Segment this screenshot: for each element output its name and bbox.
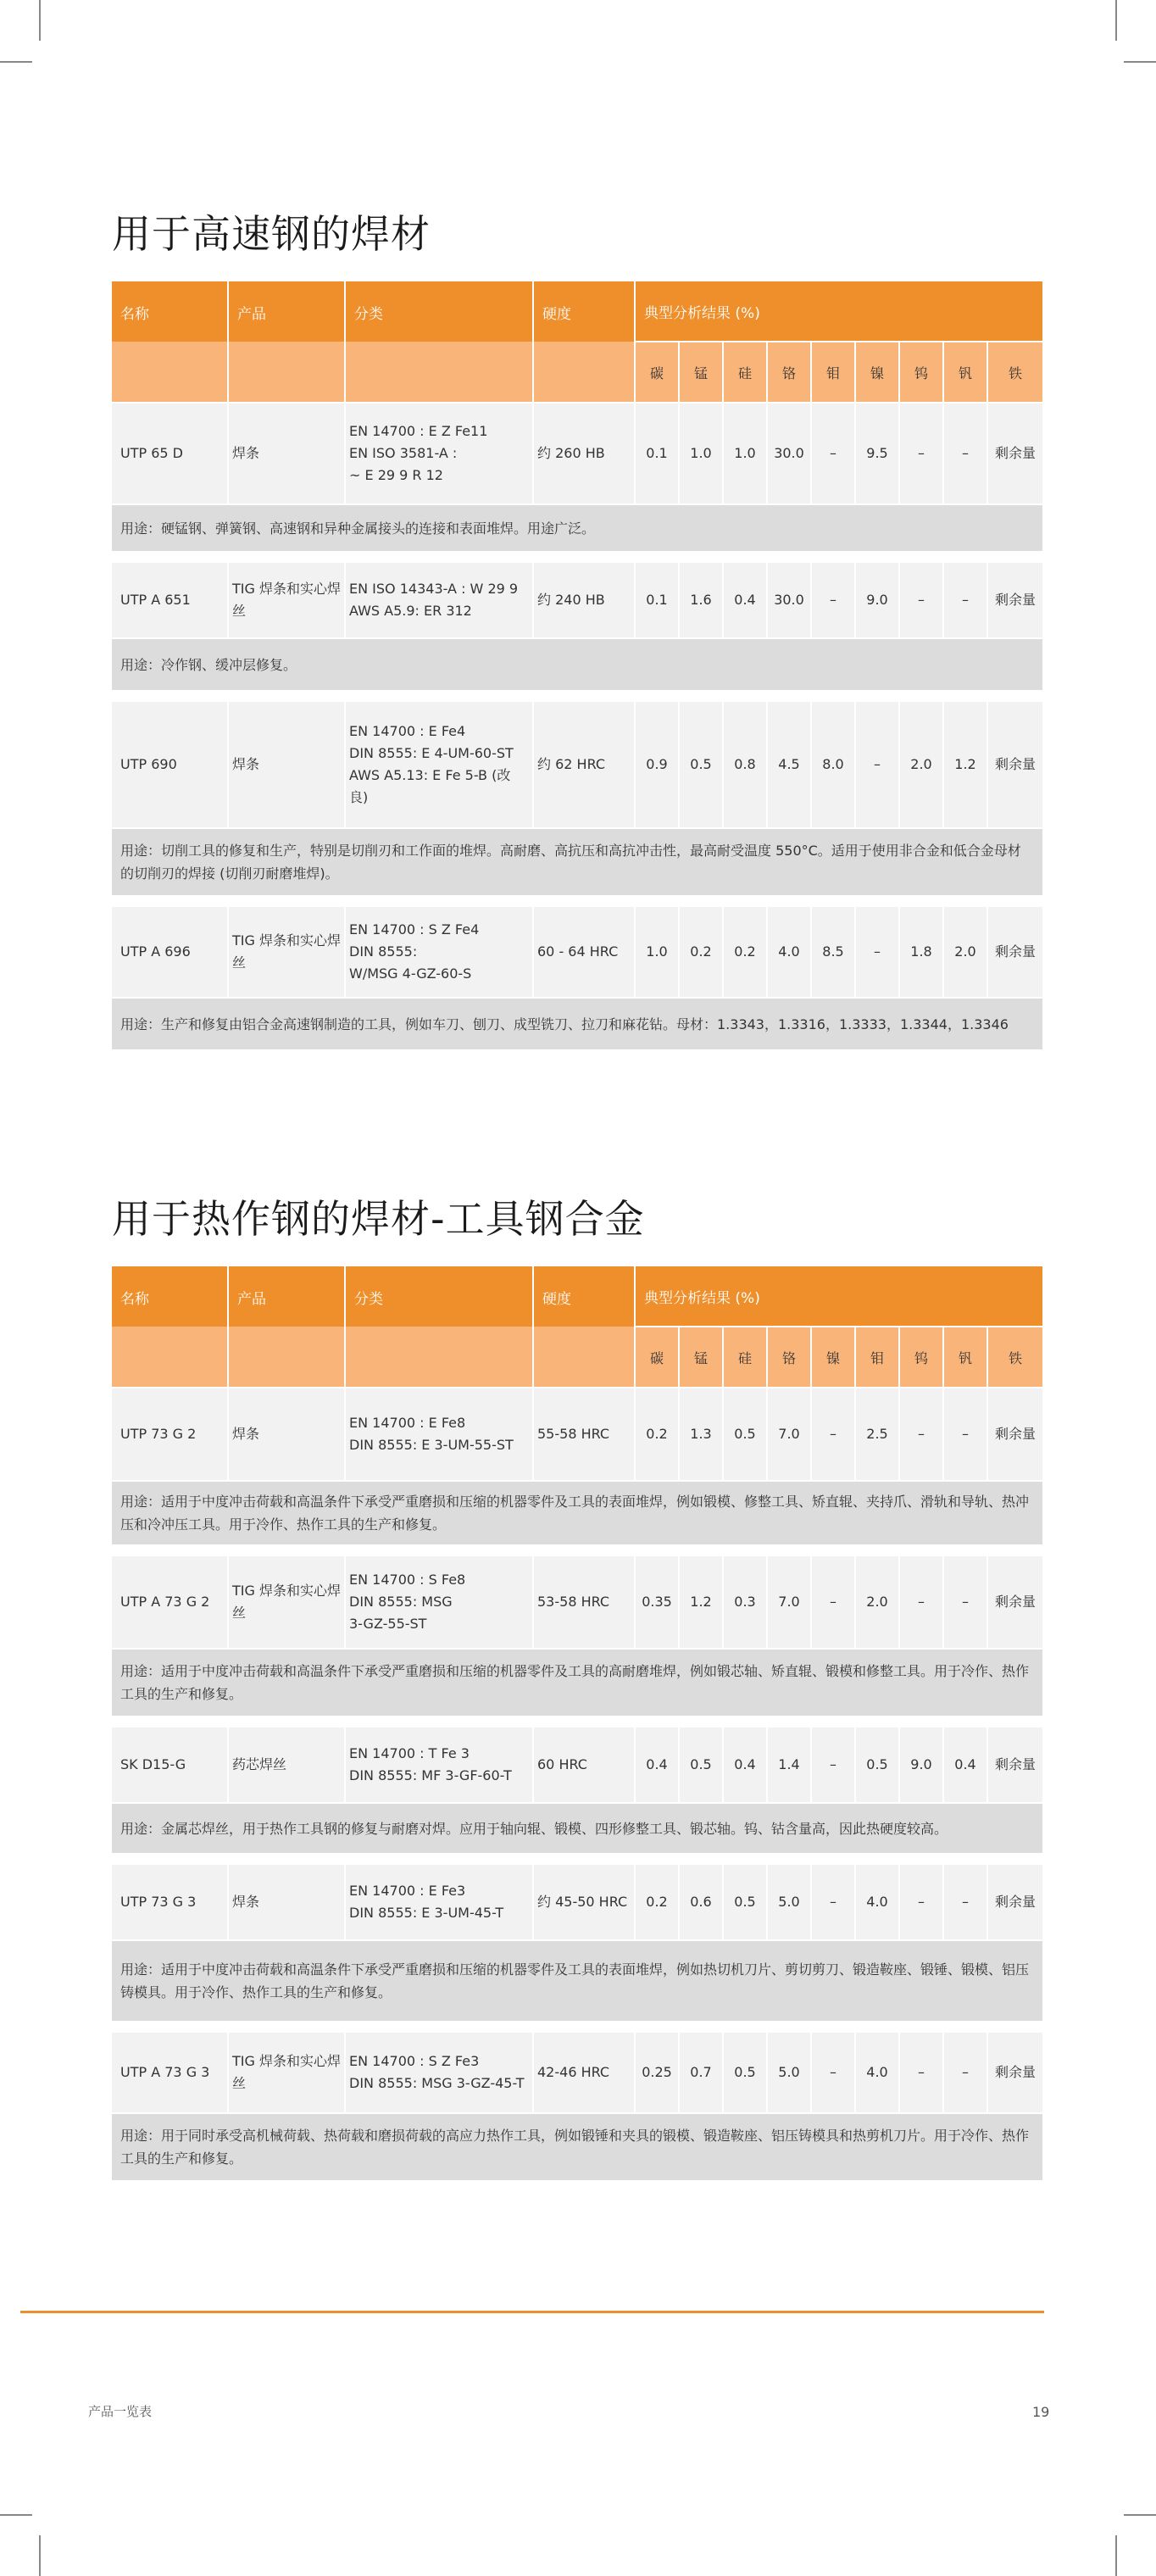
spacer-cell	[112, 1855, 1044, 1865]
product-type: 焊条	[229, 1388, 346, 1482]
analysis-value: 1.3	[680, 1388, 724, 1482]
usage-row	[112, 829, 1044, 897]
analysis-value: –	[812, 1556, 856, 1650]
hardness-value: 约 62 HRC	[534, 702, 636, 829]
usage-row	[112, 639, 1044, 692]
analysis-value: –	[944, 2033, 988, 2114]
analysis-value: 1.6	[680, 563, 724, 639]
product-name: UTP A 73 G 2	[112, 1556, 229, 1650]
analysis-value: 剩余量	[988, 1865, 1044, 1941]
analysis-value: –	[900, 1388, 944, 1482]
spacer-cell	[112, 692, 1044, 702]
classification	[346, 1556, 534, 1650]
analysis-value: 1.2	[680, 1556, 724, 1650]
analysis-value: –	[812, 1388, 856, 1482]
analysis-value: –	[900, 2033, 944, 2114]
analysis-value: 剩余量	[988, 1728, 1044, 1804]
hardness-value: 42-46 HRC	[534, 2033, 636, 2114]
product-type: 药芯焊丝	[229, 1728, 346, 1804]
table-header-row	[112, 1266, 1044, 1327]
element-header: 碳	[636, 342, 680, 403]
classification-line: DIN 8555: E 3-UM-55-ST	[349, 1437, 514, 1453]
analysis-value: –	[900, 403, 944, 505]
col-header-analysis: 典型分析结果 (%)	[636, 1266, 1044, 1327]
product-name: UTP A 696	[112, 907, 229, 999]
classification-line: EN 14700 : S Fe8	[349, 1572, 466, 1588]
element-header: 钼	[812, 342, 856, 403]
table-row	[112, 1728, 1044, 1804]
table-row	[112, 1556, 1044, 1650]
col-header-classification: 分类	[346, 281, 534, 403]
usage-text: 用途：适用于中度冲击荷载和高温条件下承受严重磨损和压缩的机器零件及工具的高耐磨堆焊，例如锻芯轴、矫直辊、锻模和修整工具。用于冷作、热作工具的生产和修复。	[112, 1650, 1044, 1717]
analysis-value: 1.0	[636, 907, 680, 999]
usage-row	[112, 1941, 1044, 2022]
usage-text: 用途：用于同时承受高机械荷载、热荷载和磨损荷载的高应力热作工具，例如锻锤和夹具的锻模、锻造鞍座、铝压铸模具和热剪机刀片。用于冷作、热作工具的生产和修复。	[112, 2114, 1044, 2182]
classification-line: EN ISO 14343-A : W 29 9	[349, 581, 519, 597]
analysis-value: 0.5	[724, 1388, 768, 1482]
analysis-value: 0.1	[636, 563, 680, 639]
analysis-value: –	[812, 1728, 856, 1804]
product-type: TIG 焊条和实心焊丝	[229, 1556, 346, 1650]
analysis-value: 30.0	[768, 403, 812, 505]
analysis-value: 剩余量	[988, 1556, 1044, 1650]
crop-mark	[1115, 2535, 1117, 2576]
col-header-hardness: 硬度	[534, 281, 636, 403]
hardness-value: 60 HRC	[534, 1728, 636, 1804]
analysis-value: 剩余量	[988, 702, 1044, 829]
analysis-value: –	[944, 1865, 988, 1941]
analysis-value: 1.0	[680, 403, 724, 505]
usage-text: 用途：切削工具的修复和生产，特别是切削刃和工作面的堆焊。高耐磨、高抗压和高抗冲击性，最高耐受温度 550°C。适用于使用非合金和低合金母材的切削刃的焊接 (切削刃耐磨堆焊)。	[112, 829, 1044, 897]
classification-line: EN 14700 : S Z Fe4	[349, 921, 480, 937]
analysis-value: 0.9	[636, 702, 680, 829]
analysis-value: 0.35	[636, 1556, 680, 1650]
analysis-value: 0.6	[680, 1865, 724, 1941]
product-name: UTP A 651	[112, 563, 229, 639]
analysis-value: –	[856, 702, 900, 829]
table-row	[112, 1865, 1044, 1941]
table-row	[112, 1388, 1044, 1482]
page-number: 19	[1032, 2404, 1050, 2420]
usage-row	[112, 2114, 1044, 2182]
classification-line: DIN 8555: E 3-UM-45-T	[349, 1905, 504, 1921]
usage-row	[112, 1650, 1044, 1717]
element-header: 铁	[988, 1327, 1044, 1388]
col-header-product: 产品	[229, 1266, 346, 1388]
usage-text: 用途：生产和修复由铝合金高速钢制造的工具，例如车刀、刨刀、成型铣刀、拉刀和麻花钻。母材：1.3343，1.3316，1.3333，1.3344，1.3346	[112, 999, 1044, 1051]
spacer-cell	[112, 2022, 1044, 2033]
analysis-value: 0.5	[680, 702, 724, 829]
col-header-product: 产品	[229, 281, 346, 403]
classification-line: DIN 8555: MF 3-GF-60-T	[349, 1767, 512, 1783]
analysis-value: 剩余量	[988, 403, 1044, 505]
analysis-value: 9.0	[900, 1728, 944, 1804]
analysis-value: 2.5	[856, 1388, 900, 1482]
product-name: UTP 65 D	[112, 403, 229, 505]
analysis-value: 4.0	[856, 1865, 900, 1941]
analysis-value: 7.0	[768, 1388, 812, 1482]
section-title-hot-work-steel: 用于热作钢的焊材-工具钢合金	[112, 1196, 645, 1242]
element-header: 钨	[900, 342, 944, 403]
hardness-value: 53-58 HRC	[534, 1556, 636, 1650]
hardness-value: 约 260 HB	[534, 403, 636, 505]
element-header: 硅	[724, 342, 768, 403]
analysis-value: 8.0	[812, 702, 856, 829]
analysis-value: 0.7	[680, 2033, 724, 2114]
crop-mark	[1115, 0, 1117, 41]
high-speed-steel-table	[112, 281, 1044, 1051]
element-header: 钼	[856, 1327, 900, 1388]
hardness-value: 约 45-50 HRC	[534, 1865, 636, 1941]
crop-mark	[1124, 2514, 1156, 2516]
classification-line: DIN 8555: MSG	[349, 1594, 453, 1610]
analysis-value: –	[944, 563, 988, 639]
usage-row	[112, 505, 1044, 553]
spacer-cell	[112, 897, 1044, 907]
analysis-value: –	[944, 403, 988, 505]
analysis-value: 0.2	[724, 907, 768, 999]
element-header: 碳	[636, 1327, 680, 1388]
analysis-value: 4.0	[768, 907, 812, 999]
usage-text: 用途：金属芯焊丝，用于热作工具钢的修复与耐磨对焊。应用于轴向辊、锻模、四形修整工具、锻芯轴。钨、钴含量高，因此热硬度较高。	[112, 1804, 1044, 1855]
hardness-value: 60 - 64 HRC	[534, 907, 636, 999]
analysis-value: –	[856, 907, 900, 999]
analysis-value: 0.2	[636, 1865, 680, 1941]
element-header: 锰	[680, 1327, 724, 1388]
product-type: TIG 焊条和实心焊丝	[229, 2033, 346, 2114]
row-spacer	[112, 1717, 1044, 1728]
analysis-value: –	[900, 1865, 944, 1941]
table-row	[112, 403, 1044, 505]
analysis-value: 1.4	[768, 1728, 812, 1804]
element-header: 铬	[768, 342, 812, 403]
analysis-value: 9.5	[856, 403, 900, 505]
spacer-cell	[112, 1717, 1044, 1728]
analysis-value: 8.5	[812, 907, 856, 999]
row-spacer	[112, 1546, 1044, 1556]
usage-row	[112, 1804, 1044, 1855]
analysis-value: 0.4	[944, 1728, 988, 1804]
analysis-value: 1.0	[724, 403, 768, 505]
usage-row	[112, 1482, 1044, 1546]
analysis-value: 0.4	[636, 1728, 680, 1804]
product-name: UTP 73 G 2	[112, 1388, 229, 1482]
analysis-value: 0.5	[856, 1728, 900, 1804]
product-type: 焊条	[229, 403, 346, 505]
analysis-value: 1.2	[944, 702, 988, 829]
analysis-value: –	[900, 563, 944, 639]
analysis-value: 4.0	[856, 2033, 900, 2114]
classification-line: EN ISO 3581-A :	[349, 445, 458, 461]
product-name: UTP 73 G 3	[112, 1865, 229, 1941]
usage-text: 用途：硬锰钢、弹簧钢、高速钢和异种金属接头的连接和表面堆焊。用途广泛。	[112, 505, 1044, 553]
classification	[346, 907, 534, 999]
spacer-cell	[112, 553, 1044, 563]
table-row	[112, 563, 1044, 639]
usage-text: 用途：适用于中度冲击荷载和高温条件下承受严重磨损和压缩的机器零件及工具的表面堆焊，例如热切机刀片、剪切剪刀、锻造鞍座、锻锤、锻模、铝压铸模具。用于冷作、热作工具的生产和修复。	[112, 1941, 1044, 2022]
analysis-value: –	[812, 403, 856, 505]
col-header-analysis: 典型分析结果 (%)	[636, 281, 1044, 342]
classification-line: DIN 8555:	[349, 943, 418, 960]
analysis-value: 0.5	[724, 1865, 768, 1941]
analysis-value: 剩余量	[988, 1388, 1044, 1482]
analysis-value: 0.2	[636, 1388, 680, 1482]
analysis-value: 0.8	[724, 702, 768, 829]
analysis-value: 2.0	[900, 702, 944, 829]
product-type: TIG 焊条和实心焊丝	[229, 907, 346, 999]
classification-line: EN 14700 : S Z Fe3	[349, 2053, 480, 2069]
analysis-value: –	[944, 1556, 988, 1650]
col-header-name: 名称	[112, 281, 229, 403]
col-header-name: 名称	[112, 1266, 229, 1388]
analysis-value: 1.8	[900, 907, 944, 999]
row-spacer	[112, 692, 1044, 702]
analysis-value: 2.0	[856, 1556, 900, 1650]
analysis-value: 4.5	[768, 702, 812, 829]
element-header: 钒	[944, 342, 988, 403]
crop-mark	[0, 61, 32, 63]
usage-text: 用途：冷作钢、缓冲层修复。	[112, 639, 1044, 692]
analysis-value: –	[812, 1865, 856, 1941]
analysis-value: 2.0	[944, 907, 988, 999]
element-header: 铬	[768, 1327, 812, 1388]
footer-label: 产品一览表	[88, 2404, 153, 2419]
classification	[346, 403, 534, 505]
footer-divider	[20, 2311, 1044, 2313]
col-header-classification: 分类	[346, 1266, 534, 1388]
hot-work-steel-table	[112, 1266, 1044, 2182]
classification	[346, 1728, 534, 1804]
element-header: 钨	[900, 1327, 944, 1388]
table-row	[112, 2033, 1044, 2114]
hardness-value: 约 240 HB	[534, 563, 636, 639]
element-header: 铁	[988, 342, 1044, 403]
classification-line: DIN 8555: E 4-UM-60-ST	[349, 745, 514, 761]
section-title-high-speed-steel: 用于高速钢的焊材	[112, 211, 431, 257]
analysis-value: 9.0	[856, 563, 900, 639]
analysis-value: 30.0	[768, 563, 812, 639]
row-spacer	[112, 553, 1044, 563]
classification-line: EN 14700 : E Z Fe11	[349, 423, 488, 439]
analysis-value: 0.5	[680, 1728, 724, 1804]
analysis-value: 0.3	[724, 1556, 768, 1650]
element-header: 锰	[680, 342, 724, 403]
analysis-value: 0.4	[724, 1728, 768, 1804]
crop-mark	[1124, 61, 1156, 63]
analysis-value: –	[900, 1556, 944, 1650]
classification-line: EN 14700 : E Fe4	[349, 723, 466, 739]
row-spacer	[112, 1855, 1044, 1865]
classification-line: W/MSG 4-GZ-60-S	[349, 965, 472, 982]
analysis-value: 5.0	[768, 1865, 812, 1941]
product-type: TIG 焊条和实心焊丝	[229, 563, 346, 639]
element-header: 镍	[856, 342, 900, 403]
classification-line: EN 14700 : E Fe8	[349, 1415, 466, 1431]
analysis-value: –	[944, 1388, 988, 1482]
analysis-value: 剩余量	[988, 907, 1044, 999]
analysis-value: 0.25	[636, 2033, 680, 2114]
product-type: 焊条	[229, 702, 346, 829]
product-name: UTP A 73 G 3	[112, 2033, 229, 2114]
classification	[346, 563, 534, 639]
classification	[346, 2033, 534, 2114]
table-row	[112, 702, 1044, 829]
classification	[346, 1865, 534, 1941]
analysis-value: 0.5	[724, 2033, 768, 2114]
row-spacer	[112, 2022, 1044, 2033]
analysis-value: –	[812, 563, 856, 639]
usage-row	[112, 999, 1044, 1051]
classification-line: AWS A5.13: E Fe 5-B (改良)	[349, 767, 511, 805]
element-header: 钒	[944, 1327, 988, 1388]
classification-line: 3-GZ-55-ST	[349, 1616, 427, 1632]
table-header-row	[112, 281, 1044, 342]
table-row	[112, 907, 1044, 999]
classification	[346, 702, 534, 829]
classification-line: DIN 8555: MSG 3-GZ-45-T	[349, 2075, 525, 2091]
classification-line: AWS A5.9: ER 312	[349, 603, 472, 619]
usage-text: 用途：适用于中度冲击荷载和高温条件下承受严重磨损和压缩的机器零件及工具的表面堆焊，例如锻模、修整工具、矫直辊、夹持爪、滑轨和导轨、热冲压和冷冲压工具。用于冷作、热作工具的生产和修复。	[112, 1482, 1044, 1546]
analysis-value: 0.1	[636, 403, 680, 505]
product-name: SK D15-G	[112, 1728, 229, 1804]
crop-mark	[39, 0, 41, 41]
col-header-hardness: 硬度	[534, 1266, 636, 1388]
analysis-value: 剩余量	[988, 2033, 1044, 2114]
product-type: 焊条	[229, 1865, 346, 1941]
product-name: UTP 690	[112, 702, 229, 829]
classification-line: EN 14700 : E Fe3	[349, 1883, 466, 1899]
analysis-value: 剩余量	[988, 563, 1044, 639]
classification	[346, 1388, 534, 1482]
hardness-value: 55-58 HRC	[534, 1388, 636, 1482]
row-spacer	[112, 897, 1044, 907]
analysis-value: 0.2	[680, 907, 724, 999]
element-header: 硅	[724, 1327, 768, 1388]
spacer-cell	[112, 1546, 1044, 1556]
analysis-value: –	[812, 2033, 856, 2114]
element-header: 镍	[812, 1327, 856, 1388]
classification-line: EN 14700 : T Fe 3	[349, 1745, 470, 1761]
analysis-value: 0.4	[724, 563, 768, 639]
crop-mark	[39, 2535, 41, 2576]
classification-line: ~ E 29 9 R 12	[349, 467, 443, 483]
analysis-value: 7.0	[768, 1556, 812, 1650]
crop-mark	[0, 2514, 32, 2516]
analysis-value: 5.0	[768, 2033, 812, 2114]
